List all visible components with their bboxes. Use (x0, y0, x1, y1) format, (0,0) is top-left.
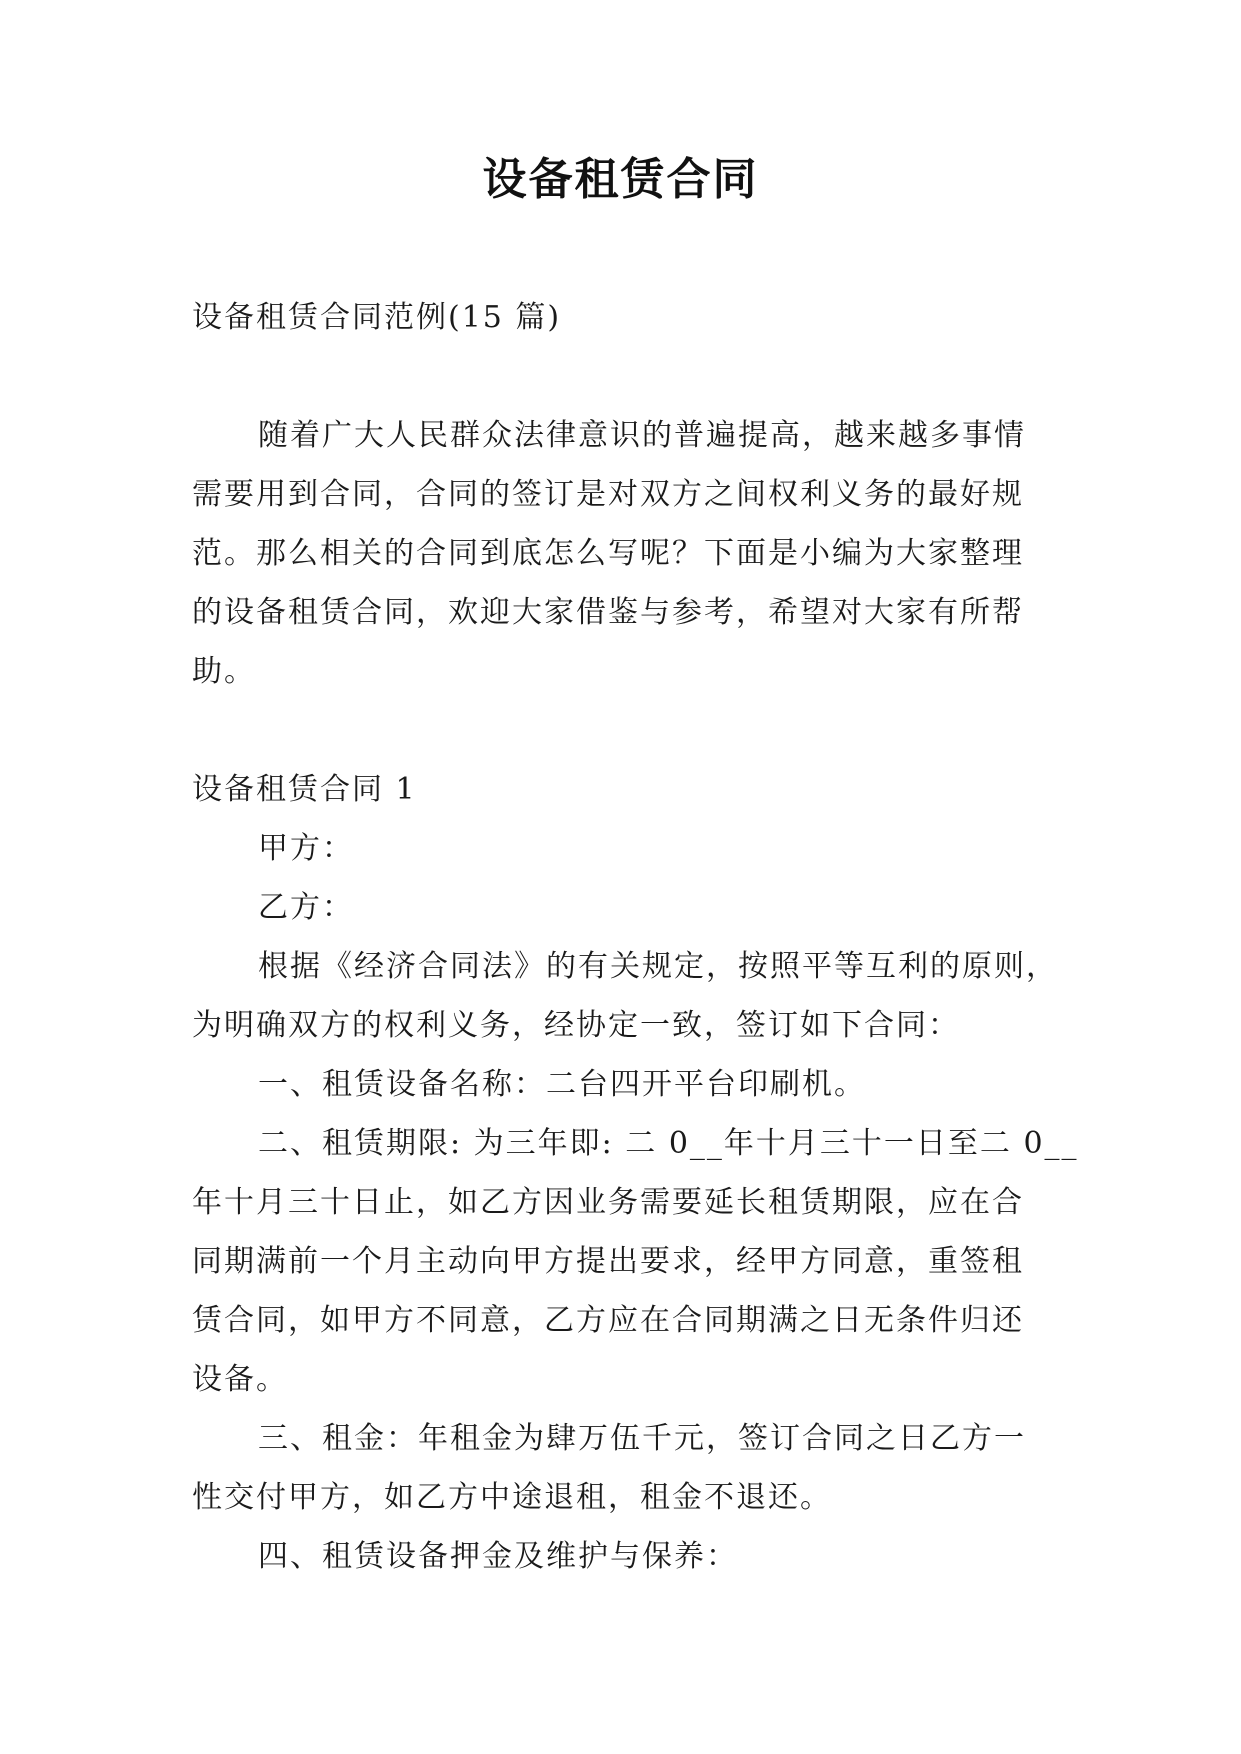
intro-line: 的设备租赁合同，欢迎大家借鉴与参考，希望对大家有所帮 (192, 595, 1024, 630)
clause-3-paragraph (192, 1409, 1049, 1527)
clause-3-line: 性交付甲方，如乙方中途退租，租金不退还。 (192, 1480, 832, 1515)
party-a-label: 甲方： (258, 831, 354, 866)
document-body (192, 288, 1079, 1586)
intro-paragraph (192, 406, 1049, 701)
document-title: 设备租赁合同 (482, 154, 759, 205)
party-b-label: 乙方： (258, 890, 354, 925)
contract-heading: 设备租赁合同 1 (192, 772, 417, 807)
clause-2-line: 同期满前一个月主动向甲方提出要求，经甲方同意，重签租 (192, 1244, 1024, 1279)
clause-intro-paragraph (192, 937, 1058, 1055)
intro-line: 需要用到合同，合同的签订是对双方之间权利义务的最好规 (192, 477, 1024, 512)
clause-4: 四、租赁设备押金及维护与保养： (258, 1539, 738, 1574)
clause-1: 一、租赁设备名称：二台四开平台印刷机。 (258, 1067, 866, 1102)
intro-line: 范。那么相关的合同到底怎么写呢？下面是小编为大家整理 (192, 536, 1024, 571)
subtitle: 设备租赁合同范例(15 篇) (192, 300, 562, 335)
clause-2-line: 二、租赁期限: 为三年即: 二 0__年十月三十一日至二 0__ (258, 1126, 1079, 1161)
spacer (192, 347, 1049, 406)
clause-intro-line: 根据《经济合同法》的有关规定，按照平等互利的原则， (258, 949, 1058, 984)
spacer (192, 701, 1049, 760)
clause-2-line: 年十月三十日止，如乙方因业务需要延长租赁期限，应在合 (192, 1185, 1024, 1220)
clause-3-line: 三、租金：年租金为肆万伍千元，签订合同之日乙方一 (258, 1421, 1026, 1456)
intro-line: 随着广大人民群众法律意识的普遍提高，越来越多事情 (258, 418, 1026, 453)
intro-line: 助。 (192, 654, 256, 689)
clause-2-line: 设备。 (192, 1362, 288, 1397)
clause-2-line: 赁合同，如甲方不同意，乙方应在合同期满之日无条件归还 (192, 1303, 1024, 1338)
clause-intro-line: 为明确双方的权利义务，经协定一致，签订如下合同： (192, 1008, 960, 1043)
clause-2-paragraph (192, 1114, 1079, 1409)
